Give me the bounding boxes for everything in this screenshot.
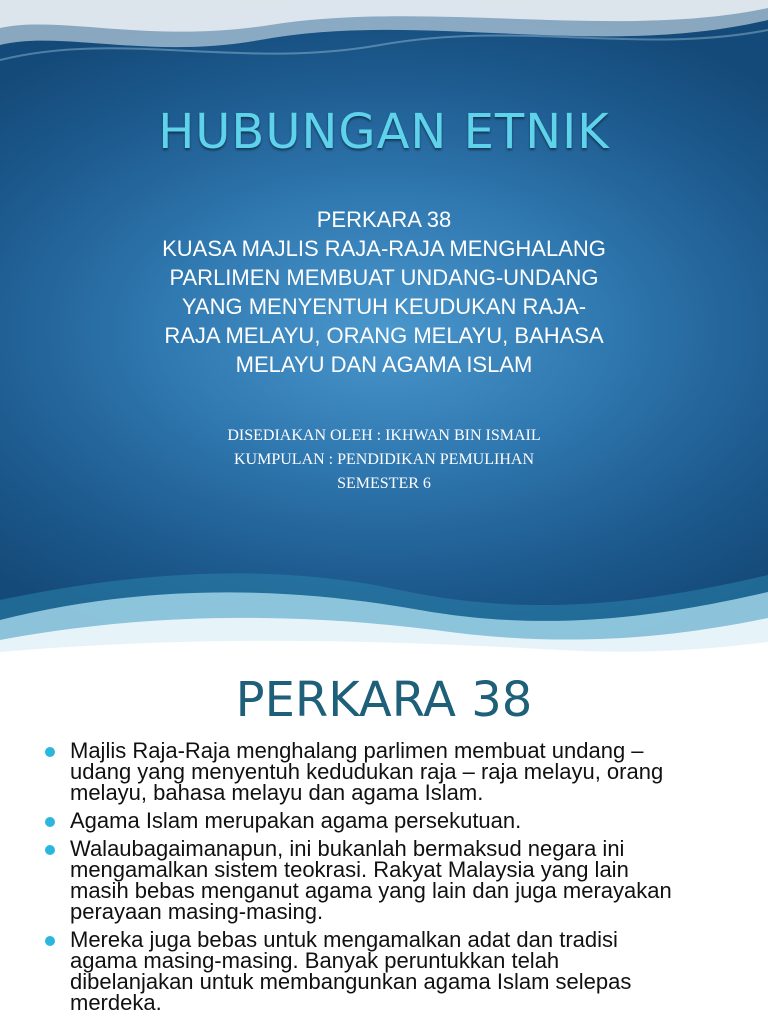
credit-semester: SEMESTER 6 bbox=[337, 475, 431, 492]
slide-title: HUBUNGAN ETNIK bbox=[158, 104, 610, 160]
bullet-text: Agama Islam merupakan agama persekutuan. bbox=[70, 808, 522, 833]
subtitle-line: YANG MENYENTUH KEUDUKAN RAJA- bbox=[181, 294, 587, 319]
bullet-dot-icon bbox=[45, 936, 55, 946]
bullet-list bbox=[40, 740, 740, 1020]
slide-heading: PERKARA 38 bbox=[235, 672, 533, 728]
bullet-text: perayaan masing-masing. bbox=[70, 899, 324, 924]
bullet-text: Mereka juga bebas untuk mengamalkan adat dan tradisi bbox=[70, 927, 618, 952]
bullet-item bbox=[40, 810, 740, 831]
bullet-text: Majlis Raja-Raja menghalang parlimen membuat undang – bbox=[70, 738, 644, 763]
subtitle-line: RAJA MELAYU, ORANG MELAYU, BAHASA bbox=[164, 323, 604, 348]
slide-subtitle bbox=[84, 205, 684, 379]
subtitle-line: KUASA MAJLIS RAJA-RAJA MENGHALANG bbox=[162, 236, 606, 261]
bullet-text: Walaubagaimanapun, ini bukanlah bermaksud negara ini bbox=[70, 836, 625, 861]
bullet-text: melayu, bahasa melayu dan agama Islam. bbox=[70, 780, 484, 805]
credit-author: DISEDIAKAN OLEH : IKHWAN BIN ISMAIL bbox=[227, 427, 541, 444]
subtitle-line: PERKARA 38 bbox=[316, 207, 452, 232]
content-slide bbox=[0, 660, 768, 1024]
bullet-text: mengamalkan sistem teokrasi. Rakyat Malaysia yang lain bbox=[70, 857, 629, 882]
bullet-text: masih bebas menganut agama yang lain dan juga merayakan bbox=[70, 878, 672, 903]
bullet-text: agama masing-masing. Banyak peruntukkan telah bbox=[70, 948, 560, 973]
bullet-item bbox=[40, 838, 740, 922]
bullet-item bbox=[40, 929, 740, 1013]
credits-block bbox=[0, 424, 768, 496]
bullet-dot-icon bbox=[45, 747, 55, 757]
subtitle-line: PARLIMEN MEMBUAT UNDANG-UNDANG bbox=[169, 265, 599, 290]
bullet-text: udang yang menyentuh kedudukan raja – raja melayu, orang bbox=[70, 759, 664, 784]
bullet-text: dibelanjakan untuk membangunkan agama Islam selepas bbox=[70, 969, 632, 994]
bullet-item bbox=[40, 740, 740, 803]
bullet-dot-icon bbox=[45, 845, 55, 855]
subtitle-line: MELAYU DAN AGAMA ISLAM bbox=[235, 352, 533, 377]
bullet-dot-icon bbox=[45, 817, 55, 827]
credit-group: KUMPULAN : PENDIDIKAN PEMULIHAN bbox=[234, 451, 534, 468]
bullet-text: merdeka. bbox=[70, 990, 162, 1015]
